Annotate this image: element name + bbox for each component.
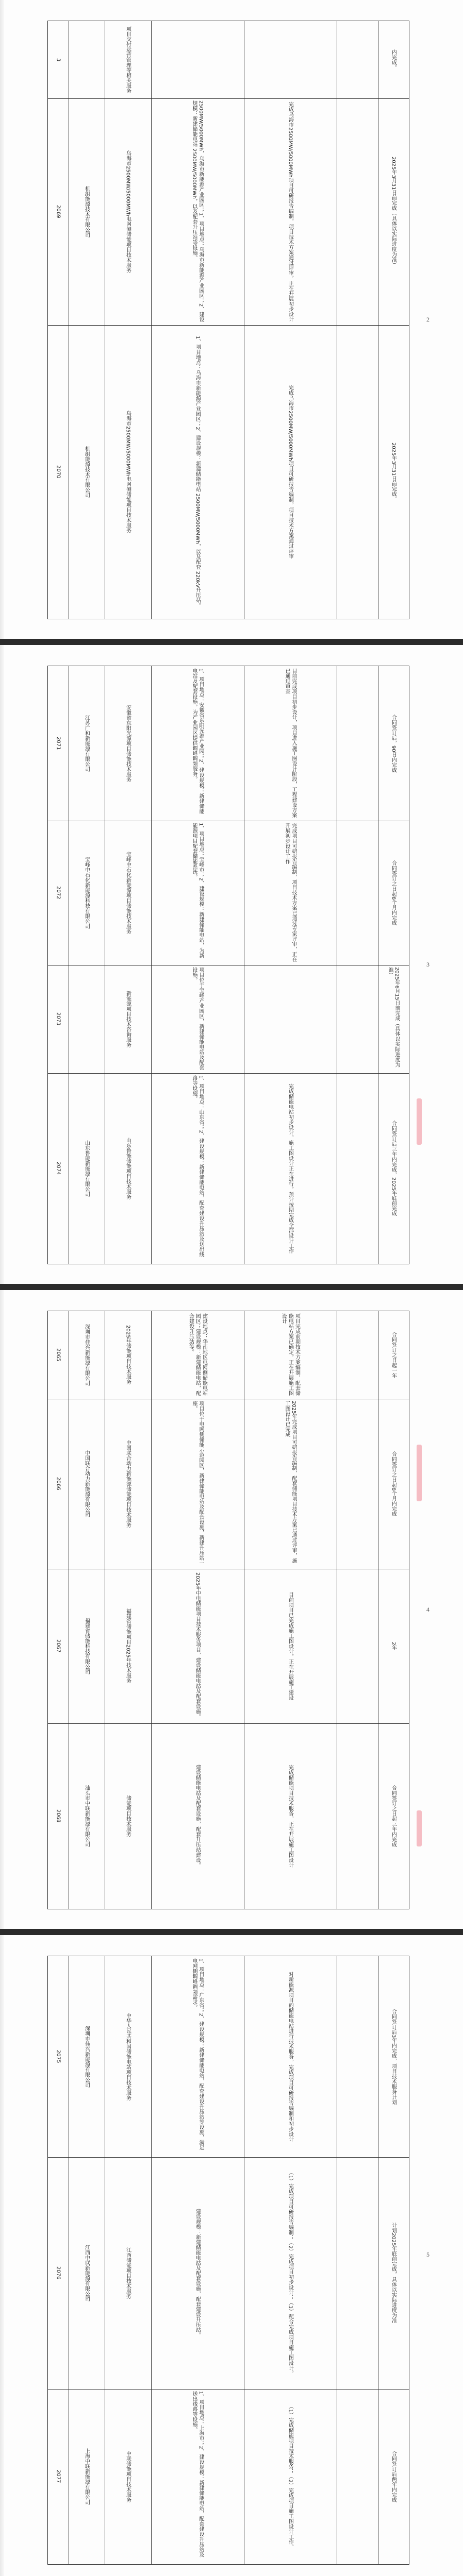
project-name: 乌海市2500MW/5000MWh电网侧储能项目技术服务 (125, 411, 131, 533)
scale-text: 1、项目地点：安徽省东阳光源产业园；2、建设规模：新建储能电站及配套设施，为产业园区提供调峰调频服务。 (191, 668, 204, 814)
table-cell-scale (151, 1723, 244, 1909)
status-text: 目前完成项目初步设计，项目进入施工图设计阶段，工程建设方案已通过审查 (284, 668, 296, 818)
table-cell-notes (378, 1311, 409, 1399)
company-name: 江西中联新能源有限公司 (84, 2245, 90, 2301)
project-name: 新能源项目技术咨询服务 (125, 991, 131, 1047)
company-name: 机组能源技术有限公司 (84, 186, 90, 238)
row-number: 2075 (55, 2050, 61, 2063)
scale-text: 建设规模：新建储能电站及配套设施，配套建设升压站。 (194, 2209, 201, 2337)
company-name: 宝峰中石化新能源科技有限公司 (84, 857, 90, 929)
scale-text: 1、项目地点：乌海市新能源产业园区；2、建设规模：新建储能电站 2500MW/5000MWh，以及配套 220kV升压站。 (194, 335, 201, 608)
page-binding-edge (0, 1935, 4, 2576)
table-cell-notes (378, 1956, 409, 2157)
table-cell-no (48, 2157, 69, 2389)
table-cell-project (105, 1569, 151, 1723)
table-cell-company (69, 2157, 105, 2389)
project-name: 安徽省东阳光源项目储能技术服务 (125, 705, 131, 782)
project-name: 项目交付运营管理等相关服务 (125, 26, 131, 93)
row-number: 2066 (55, 1477, 61, 1490)
row-number: 2070 (55, 465, 61, 479)
project-name: 中华人民共和国储能电站项目技术服务 (125, 2013, 131, 2100)
company-name: 福建省储能科技有限公司 (84, 1618, 90, 1674)
page-binding-edge (0, 0, 4, 639)
project-name: 山东鲁能储能项目技术服务 (125, 1138, 131, 1199)
project-name: 中联储能项目技术服务 (125, 2451, 131, 2502)
table-sheet (47, 1311, 409, 1909)
notes-text: 2年 (390, 1641, 396, 1651)
table-cell-no (48, 821, 69, 965)
row-number: 2068 (55, 1809, 61, 1823)
table-cell-status (244, 2389, 337, 2564)
table-cell-company (69, 1399, 105, 1569)
notes-text: 内完成。 (390, 49, 396, 70)
project-name: 江西储能项目技术服务 (125, 2247, 131, 2299)
table-cell-status (244, 1569, 337, 1723)
company-name: 上海中联新能源有限公司 (84, 2448, 90, 2505)
notes-text: 2025年3月31日前完成（具体以实际进度为准） (390, 156, 396, 267)
red-seal-stamp (417, 1810, 422, 1846)
table-cell-scale (151, 325, 244, 619)
scale-text: 项目位于电网侧储能示范园区，新建储能电站及配套设施，新建升压站一座。 (191, 1401, 204, 1566)
table-cell-company (69, 98, 105, 325)
table-cell-notes (378, 821, 409, 965)
scale-text: 1、项目地点：上海市；2、建设规模：新建储能电站，配套建设升压站及送出线路等设施。 (191, 2391, 204, 2557)
row-number: 2072 (55, 886, 61, 900)
company-name: 汕头市中联新能源有限公司 (84, 1785, 90, 1847)
table-cell-no (48, 21, 69, 98)
table-cell-no (48, 1311, 69, 1399)
company-name: 江苏广和新能源有限公司 (84, 715, 90, 772)
table-cell-scale (151, 666, 244, 821)
table-cell-company (69, 666, 105, 821)
table-cell-no (48, 1723, 69, 1909)
row-number: 2065 (55, 1348, 61, 1362)
page-gap (0, 639, 463, 645)
table-cell-status (244, 325, 337, 619)
document-page-4 (0, 1935, 463, 2576)
company-name: 深圳市佳兴新能源有限公司 (84, 2026, 90, 2088)
status-text: 完成项目可研报告编制，项目技术方案已通过专家评审，正在开展初步设计工作 (284, 823, 296, 962)
project-name: 乌海市2500MW/5000MWh电网侧储能项目技术服务 (125, 150, 131, 273)
table-cell-no (48, 666, 69, 821)
table-cell-notes (378, 98, 409, 325)
table-cell-project (105, 666, 151, 821)
table-cell-status (244, 1399, 337, 1569)
document-page-2 (0, 645, 463, 1284)
table-cell-scale (151, 1569, 244, 1723)
table-cell-scale (151, 1399, 244, 1569)
table-cell-status (244, 1723, 337, 1909)
table-cell-scale (151, 98, 244, 325)
table-sheet (47, 21, 409, 619)
notes-text: 合同签订后，90日内完成 (390, 714, 396, 773)
table-cell-no (48, 965, 69, 1073)
row-number: 2071 (55, 737, 61, 750)
table-cell-status (244, 821, 337, 965)
notes-text: 合同签订后3年内完成，项目技术服务计划 (390, 2008, 396, 2105)
document-page-1 (0, 0, 463, 639)
table-cell-no (48, 1569, 69, 1723)
notes-text: 合同签订之日起一年 (390, 1332, 396, 1378)
red-seal-stamp (417, 1445, 422, 1501)
scale-text: 2500MW/5000MWh，乌海市新能源产业园区；1、项目地点：乌海市新能源产业园区；2、建设规模：新建储能电站 2500MW/5000MWh，以及配套升压站等设施。 (191, 100, 204, 323)
table-cell-project (105, 1723, 151, 1909)
project-name: 宝峰中石化新能源项目储能技术服务 (125, 852, 131, 934)
table-cell-project (105, 21, 151, 98)
table-cell-project (105, 965, 151, 1073)
status-text: （1）完成储能项目技术服务；（2）完成项目施工图设计工作。 (287, 2403, 293, 2550)
table-cell-scale (151, 1073, 244, 1264)
table-cell-scale (151, 965, 244, 1073)
row-number: 2077 (55, 2470, 61, 2483)
notes-text: 2025年6月15日前完成（具体以实际进度为准） (387, 967, 400, 1067)
status-text: 完成储能项目技术服务，正在开展施工图设计 (287, 1765, 293, 1868)
table-cell-company (69, 821, 105, 965)
table-cell-notes (378, 2389, 409, 2564)
table-cell-company (69, 1723, 105, 1909)
row-number: 2073 (55, 1012, 61, 1026)
table-cell-notes (378, 21, 409, 98)
table-cell-project (105, 2389, 151, 2564)
company-name: 深圳市佳兴新能源有限公司 (84, 1324, 90, 1386)
notes-text: 合同签订之日起6个月内完成 (390, 860, 396, 926)
table-cell-notes (378, 2157, 409, 2389)
table-cell-status (244, 2157, 337, 2389)
table-cell-notes (378, 325, 409, 619)
row-number: 2067 (55, 1639, 61, 1653)
company-name: 机组能源技术有限公司 (84, 446, 90, 498)
table-cell-notes (378, 666, 409, 821)
status-text: （1）完成项目可研报告编制；（2）完成项目初步设计；（3）配合完成项目施工图设计。 (287, 2170, 293, 2376)
table-cell-notes (378, 965, 409, 1073)
table-cell-notes (378, 1073, 409, 1264)
notes-text: 合同签订后三年内完成，2025年底前完成 (390, 1121, 396, 1216)
page-gap (0, 1929, 463, 1935)
table-cell-status (244, 1956, 337, 2157)
table-cell-notes (378, 1569, 409, 1723)
scale-text: 建设储能电站及配套设施，配套升压站建设。 (194, 1765, 201, 1868)
scale-text: 1、项目地点：宝峰市；2、建设规模：新建储能电站，为新能源项目配套储能系统。 (191, 823, 204, 958)
table-sheet (47, 1956, 409, 2565)
row-number: 3 (55, 58, 61, 62)
table-cell-no (48, 2389, 69, 2564)
scale-text: 项目位于宝峰产业园区，新建储能电站及配套设施。 (191, 967, 204, 1070)
table-cell-status (244, 1311, 337, 1399)
scale-text: 1、项目地点：广东省；2、建设规模：新建储能电站，配套建设升压站等设施，满足电网侧调峰调频需求。 (191, 1958, 204, 2150)
page-binding-edge (0, 1290, 4, 1929)
document-page-3 (0, 1290, 463, 1929)
table-cell-project (105, 325, 151, 619)
table-cell-no (48, 1399, 69, 1569)
row-number: 2076 (55, 2266, 61, 2280)
red-seal-stamp (417, 1098, 422, 1145)
table-cell-project (105, 1311, 151, 1399)
company-name: 山东鲁能新能源有限公司 (84, 1140, 90, 1197)
notes-text: 合同签订之日起6个月内完成 (390, 1451, 396, 1517)
table-cell-notes (378, 1723, 409, 1909)
status-text: 2025年完成项目可研报告编制，配套储能项目技术方案已通过评审，施工图设计已完成 (284, 1401, 296, 1564)
scale-text: 1、项目地点：山东省；2、建设规模：新建储能电站，配套建设升压站及送出线路等设施。 (191, 1075, 204, 1257)
scale-text: 2025年中电储能项目技术服务项目，建设储能电站及配套设施。 (194, 1572, 201, 1720)
table-cell-notes (378, 1399, 409, 1569)
page-gap (0, 1284, 463, 1290)
page-number: 3 (426, 960, 429, 968)
company-name: 中国联合动力新能源有限公司 (84, 1450, 90, 1517)
page-binding-edge (0, 645, 4, 1284)
table-cell-company (69, 1956, 105, 2157)
table-cell-no (48, 98, 69, 325)
table-cell-no (48, 325, 69, 619)
status-text: 完成储能电站初步设计，施工图设计正在进行，预计按期完成全部设计工作 (287, 1083, 293, 1253)
notes-text: 计划2025年底前完成，具体以实际进度为准 (390, 2223, 396, 2324)
table-cell-scale (151, 2389, 244, 2564)
table-cell-company (69, 1073, 105, 1264)
table-cell-project (105, 2157, 151, 2389)
page-number: 4 (426, 1605, 429, 1613)
page-number: 5 (426, 2250, 429, 2258)
table-sheet (47, 666, 409, 1264)
status-text: 对新能源项目的储能电站进行技术服务，完成项目可研报告编制和初步设计 (287, 1972, 293, 2142)
table-cell-project (105, 1956, 151, 2157)
status-text: 完成乌海市2500MW/5000MWh项目可研报告编制，项目技术方案通过评审 (287, 385, 293, 559)
table-cell-status (244, 666, 337, 821)
status-text: 目前项目已完成施工图设计，正在开展施工建设 (287, 1592, 293, 1700)
table-cell-scale (151, 1311, 244, 1399)
notes-text: 合同签订之日起三年内完成 (390, 1785, 396, 1847)
table-cell-scale (151, 1956, 244, 2157)
project-name: 2025年储能项目技术服务 (125, 1325, 131, 1385)
project-name: 储能项目技术服务 (125, 1795, 131, 1837)
table-cell-company (69, 1569, 105, 1723)
page-number: 2 (426, 315, 429, 323)
table-cell-project (105, 98, 151, 325)
notes-text: 合同签订后两年内完成 (390, 2451, 396, 2502)
status-text: 完成乌海市2500MW/5000MWh项目可研报告编制，项目技术方案通过评审，正在开展初步设计 (287, 101, 293, 322)
table-cell-scale (151, 2157, 244, 2389)
table-cell-no (48, 1073, 69, 1264)
status-text: 项目完成前期技术方案编制，配套储能电站方案已确定，正在开展施工图设计 (280, 1313, 300, 1396)
project-name: 福建省储能项目2025年技术服务 (125, 1608, 131, 1684)
notes-text: 2025年3月31日前完成。 (390, 442, 396, 502)
row-number: 2074 (55, 1162, 61, 1175)
table-cell-project (105, 1399, 151, 1569)
table-cell-status (244, 98, 337, 325)
scale-text: 建设地点：华南地区电网侧储能电站园区；建设规模：新建储能电站，配套建设升压站等。 (188, 1313, 207, 1396)
row-number: 2069 (55, 205, 61, 218)
project-name: 中国联合动力新能源储能项目技术服务 (125, 1440, 131, 1528)
table-cell-company (69, 325, 105, 619)
table-cell-status (244, 1073, 337, 1264)
table-cell-project (105, 1073, 151, 1264)
table-cell-scale (151, 821, 244, 965)
table-cell-company (69, 1311, 105, 1399)
table-cell-project (105, 821, 151, 965)
table-cell-no (48, 1956, 69, 2157)
table-cell-company (69, 2389, 105, 2564)
